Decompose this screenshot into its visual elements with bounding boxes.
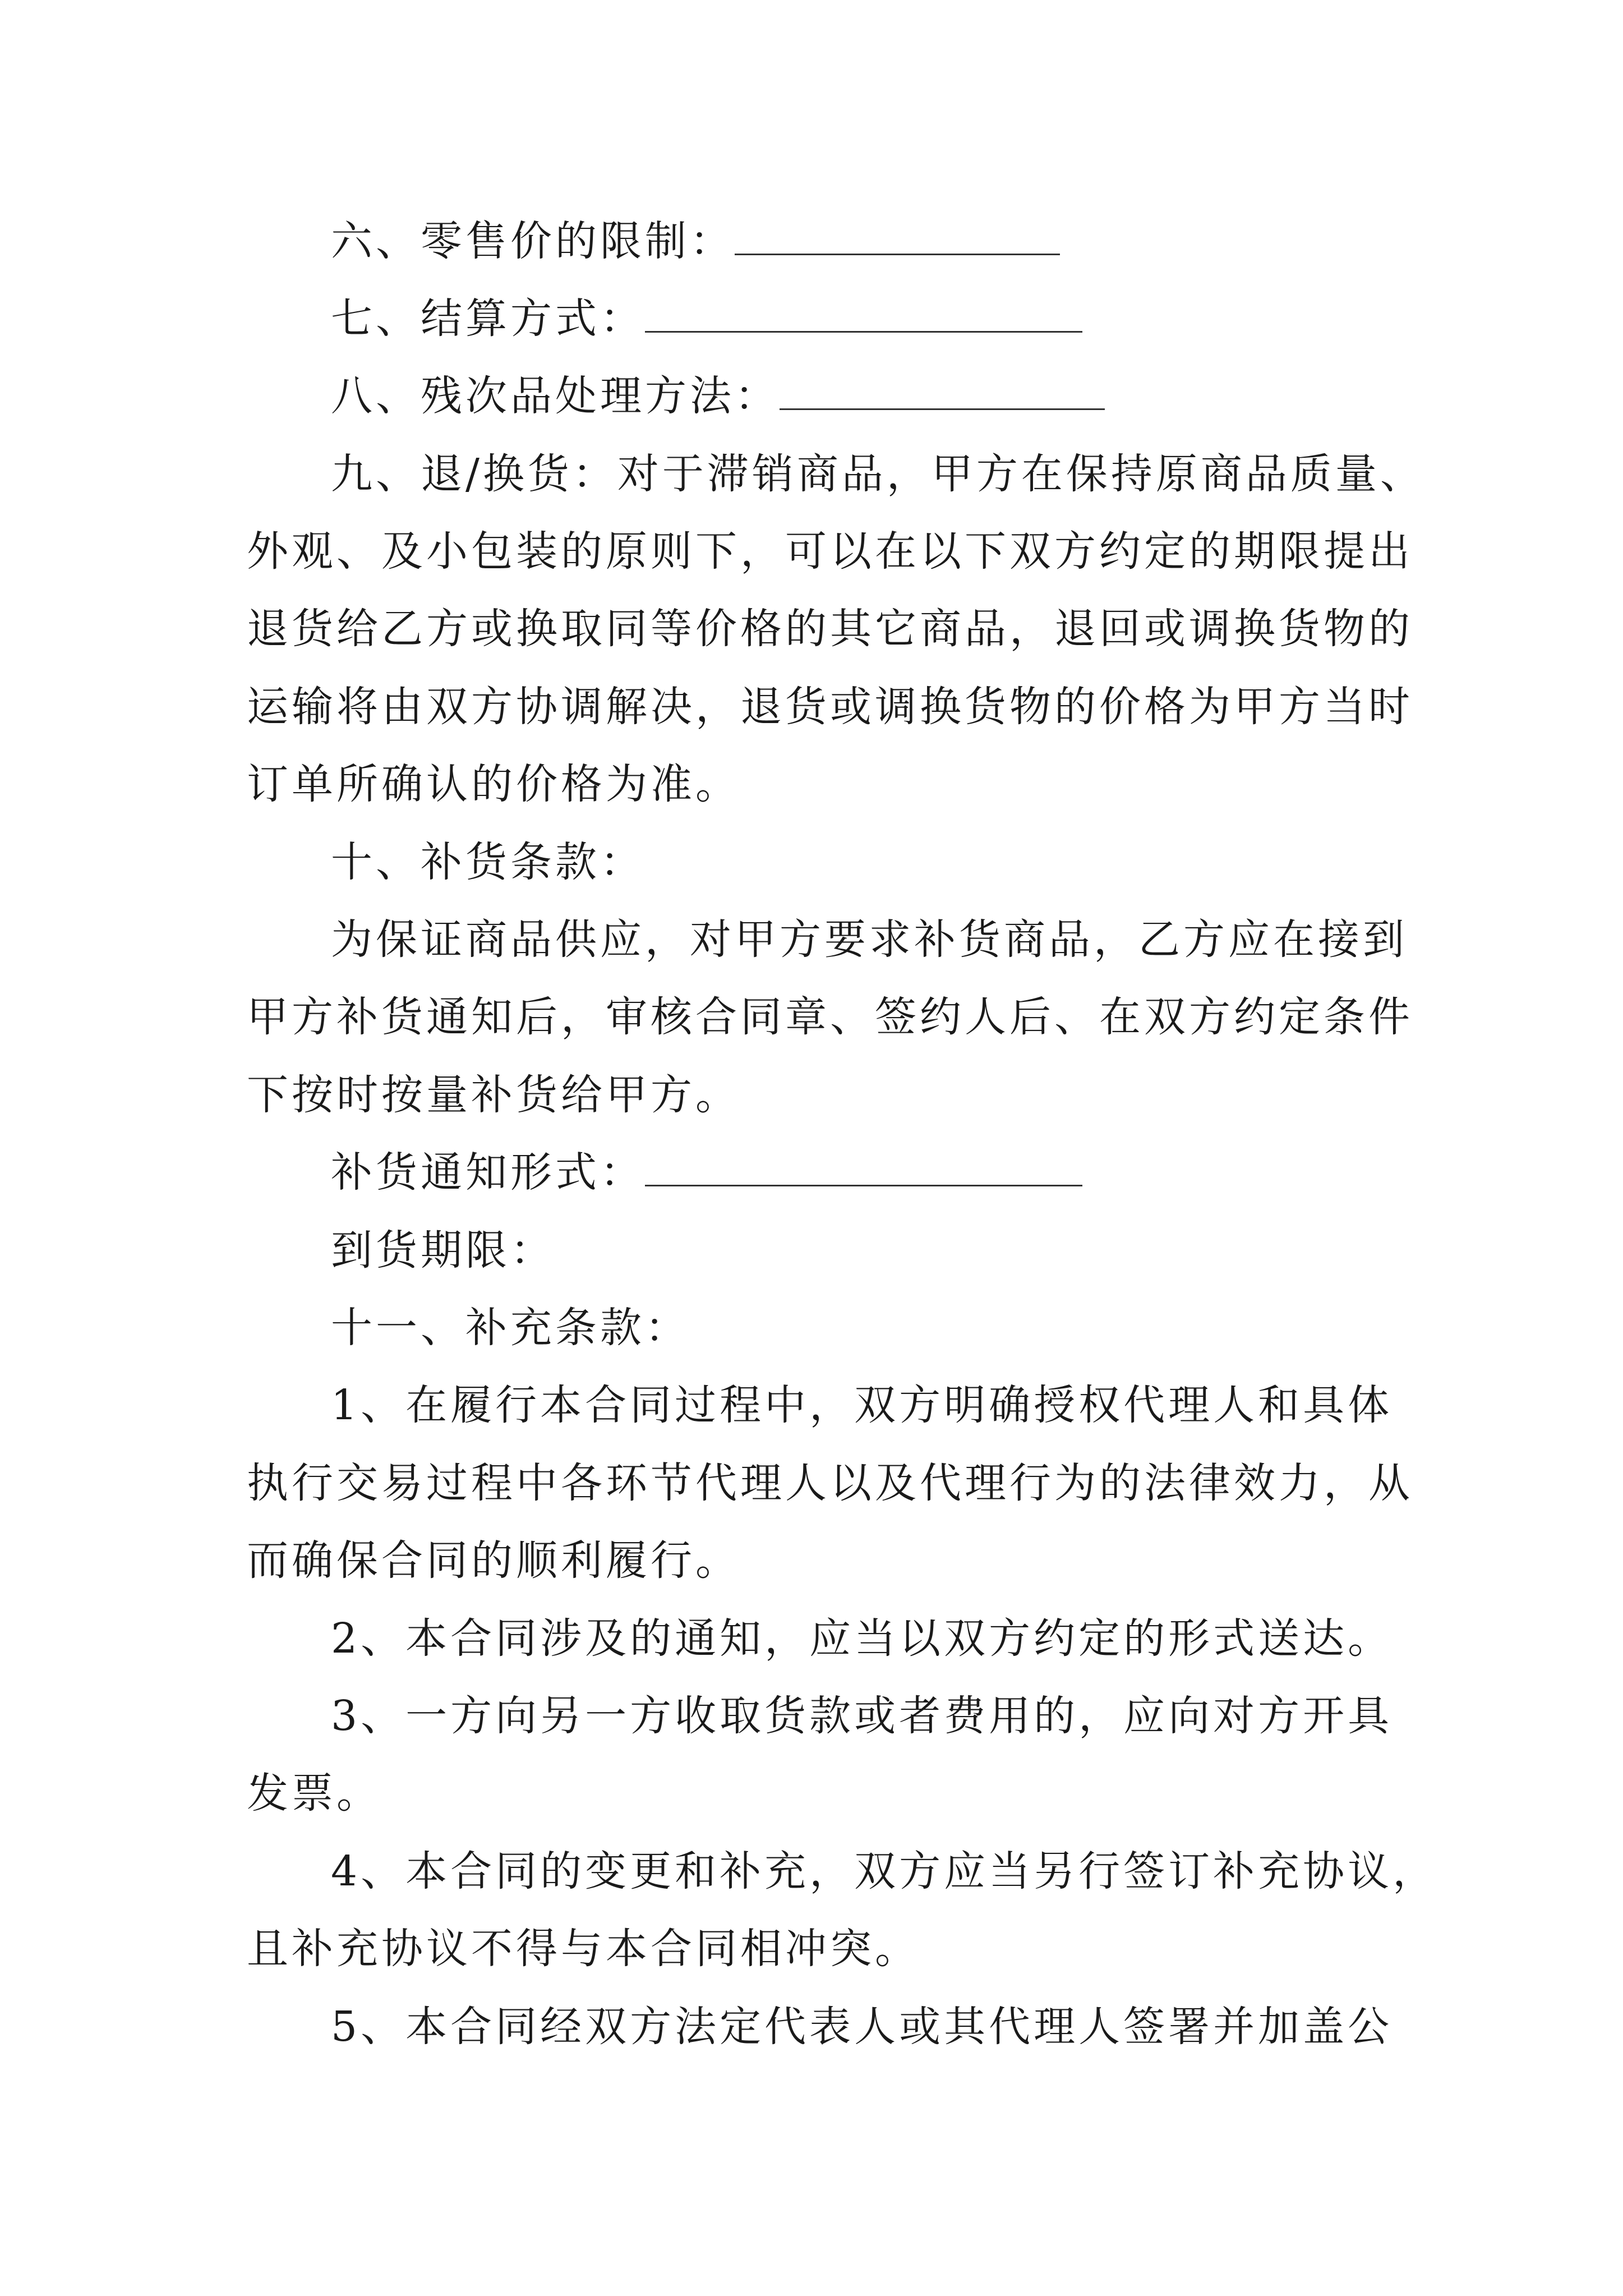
clause-7-settlement-method bbox=[331, 291, 1391, 347]
clause-text: 九、退/换货：对于滞销商品，甲方在保持原商品质量、 bbox=[331, 450, 1425, 498]
clause-11-item-1-line-3 bbox=[247, 1533, 1391, 1589]
clause-text: 六、零售价的限制： bbox=[331, 217, 735, 265]
clause-9-line-2 bbox=[247, 523, 1413, 579]
clause-11-item-4-line-2 bbox=[247, 1921, 1391, 1977]
clause-text: 而确保合同的顺利履行。 bbox=[247, 1536, 740, 1585]
clause-9-line-1 bbox=[331, 446, 1425, 502]
clause-11-heading bbox=[331, 1300, 1391, 1356]
clause-10-line-1 bbox=[331, 912, 1408, 968]
clause-text: 八、残次品处理方法： bbox=[331, 372, 780, 420]
blank-fill-line bbox=[735, 214, 1060, 255]
clause-10-heading bbox=[331, 834, 1391, 890]
blank-fill-line bbox=[645, 292, 1082, 333]
clause-text: 执行交易过程中各环节代理人以及代理行为的法律效力，从 bbox=[247, 1459, 1413, 1507]
clause-text: 订单所确认的价格为准。 bbox=[247, 760, 740, 808]
clause-text: 退货给乙方或换取同等价格的其它商品，退回或调换货物的 bbox=[247, 605, 1413, 653]
clause-text: 发票。 bbox=[247, 1769, 381, 1818]
clause-8-defective-handling bbox=[331, 368, 1391, 424]
clause-text: 外观、及小包装的原则下，可以在以下双方约定的期限提出 bbox=[247, 527, 1413, 576]
clause-9-line-4 bbox=[247, 679, 1413, 735]
clause-text: 2、本合同涉及的通知，应当以双方约定的形式送达。 bbox=[331, 1614, 1393, 1663]
clause-10-line-3 bbox=[247, 1067, 1391, 1123]
clause-text: 为保证商品供应，对甲方要求补货商品，乙方应在接到 bbox=[331, 915, 1408, 964]
clause-text: 到货期限： bbox=[331, 1226, 555, 1274]
clause-text: 1、在履行本合同过程中，双方明确授权代理人和具体 bbox=[331, 1381, 1393, 1429]
clause-text: 3、一方向另一方收取货款或者费用的，应向对方开具 bbox=[331, 1692, 1393, 1740]
clause-text: 甲方补货通知后，审核合同章、签约人后、在双方约定条件 bbox=[247, 993, 1413, 1041]
delivery-deadline bbox=[331, 1222, 1391, 1278]
restock-notice-form bbox=[331, 1144, 1391, 1200]
clause-text: 且补充协议不得与本合同相冲突。 bbox=[247, 1925, 920, 1973]
clause-11-item-4-line-1 bbox=[331, 1843, 1438, 1899]
clause-text: 5、本合同经双方法定代表人或其代理人签署并加盖公 bbox=[331, 2003, 1393, 2051]
clause-11-item-5-line-1 bbox=[331, 1999, 1391, 2055]
clause-text: 4、本合同的变更和补充，双方应当另行签订补充协议， bbox=[331, 1847, 1438, 1895]
clause-text: 七、结算方式： bbox=[331, 295, 645, 343]
clause-11-item-2 bbox=[331, 1611, 1391, 1667]
clause-9-line-3 bbox=[247, 601, 1413, 657]
clause-text: 运输将由双方协调解决，退货或调换货物的价格为甲方当时 bbox=[247, 683, 1413, 731]
clause-11-item-1-line-1 bbox=[331, 1377, 1391, 1433]
blank-fill-line bbox=[780, 369, 1105, 410]
clause-11-item-1-line-2 bbox=[247, 1455, 1413, 1511]
blank-fill-line bbox=[645, 1145, 1082, 1186]
clause-9-line-5 bbox=[247, 756, 1391, 812]
clause-text: 下按时按量补货给甲方。 bbox=[247, 1071, 740, 1119]
clause-text: 十一、补充条款： bbox=[331, 1304, 690, 1352]
clause-11-item-3-line-2 bbox=[247, 1765, 1391, 1821]
clause-text: 补货通知形式： bbox=[331, 1148, 645, 1197]
clause-11-item-3-line-1 bbox=[331, 1688, 1391, 1744]
clause-text: 十、补货条款： bbox=[331, 838, 645, 886]
clause-10-line-2 bbox=[247, 989, 1413, 1045]
clause-6-retail-price-limit bbox=[331, 213, 1391, 269]
